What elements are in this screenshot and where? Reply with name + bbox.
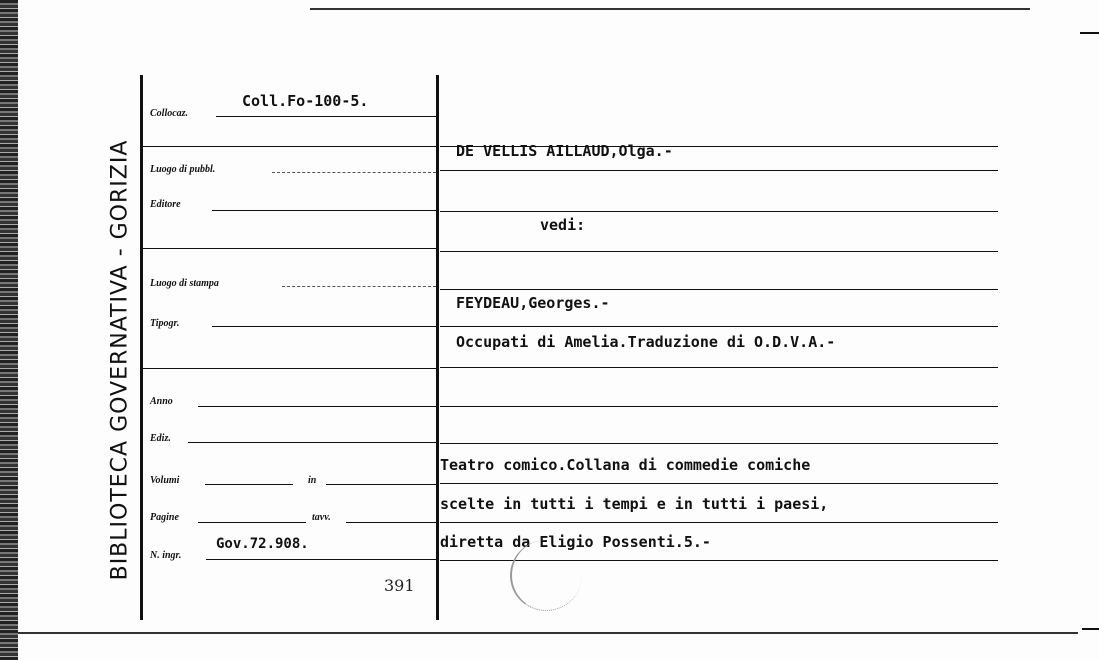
label-volumi: Volumi	[150, 475, 180, 486]
rule-section-2	[143, 248, 437, 249]
rule-collocazione	[216, 116, 436, 117]
rule-luogo-stampa	[282, 286, 436, 287]
label-pagine: Pagine	[150, 512, 179, 523]
rule-right-2	[440, 170, 998, 171]
label-luogo-pubbl: Luogo di pubbl.	[150, 164, 216, 175]
right-dash-line	[1080, 32, 1099, 34]
right-dash-line-bottom	[1082, 628, 1099, 630]
entry-author: DE VELLIS AILLAUD,Olga.-	[456, 142, 673, 160]
rule-editore	[212, 210, 436, 211]
entry-see: vedi:	[540, 216, 586, 234]
entry-series-line-3: diretta da Eligio Possenti.5.-	[440, 533, 711, 551]
label-anno: Anno	[150, 396, 173, 407]
rule-right-5	[440, 289, 998, 290]
label-editore: Editore	[150, 199, 181, 210]
label-tipografia: Tipogr.	[150, 318, 180, 329]
rule-tipografia	[212, 326, 436, 327]
rule-in	[326, 484, 436, 485]
rule-tavole	[346, 522, 436, 523]
rule-section-3	[143, 368, 437, 369]
left-column-divider	[140, 75, 143, 620]
rule-right-3	[440, 211, 998, 212]
rule-right-10	[440, 483, 998, 484]
rule-luogo-pubbl	[272, 172, 436, 173]
entry-series-line-1: Teatro comico.Collana di commedie comiche	[440, 456, 811, 474]
faded-stamp	[510, 540, 582, 611]
rule-right-7	[440, 367, 998, 368]
rule-right-6	[440, 326, 998, 327]
label-luogo-stampa: Luogo di stampa	[150, 278, 219, 289]
entry-series-line-2: scelte in tutti i tempi e in tutti i paesi,	[440, 495, 829, 513]
top-border-line	[310, 8, 1030, 10]
library-name-vertical: BIBLIOTECA GOVERNATIVA - GORIZIA	[107, 139, 133, 581]
rule-right-9	[440, 443, 998, 444]
middle-column-divider	[436, 75, 439, 620]
rule-volumi	[205, 484, 293, 485]
rule-right-4	[440, 251, 998, 252]
rule-ediz	[188, 442, 436, 443]
label-ediz: Ediz.	[150, 433, 171, 444]
rule-n-ingr	[206, 559, 436, 560]
rule-right-8	[440, 406, 998, 407]
handwritten-number: 391	[384, 576, 415, 595]
rule-pagine	[198, 522, 306, 523]
value-collocazione: Coll.Fo-100-5.	[242, 92, 369, 110]
card-edge-strip	[0, 0, 18, 660]
entry-see-author: FEYDEAU,Georges.-	[456, 294, 610, 312]
rule-anno	[198, 406, 436, 407]
rule-right-11	[440, 522, 998, 523]
bottom-border-line	[18, 632, 1078, 634]
rule-section-1	[143, 146, 437, 147]
entry-title: Occupati di Amelia.Traduzione di O.D.V.A.-	[456, 333, 836, 351]
value-n-ingr: Gov.72.908.	[216, 536, 309, 552]
label-in: in	[308, 475, 317, 486]
label-tavole: tavv.	[312, 512, 331, 523]
label-n-ingr: N. ingr.	[150, 550, 182, 561]
label-collocazione: Collocaz.	[150, 108, 189, 119]
